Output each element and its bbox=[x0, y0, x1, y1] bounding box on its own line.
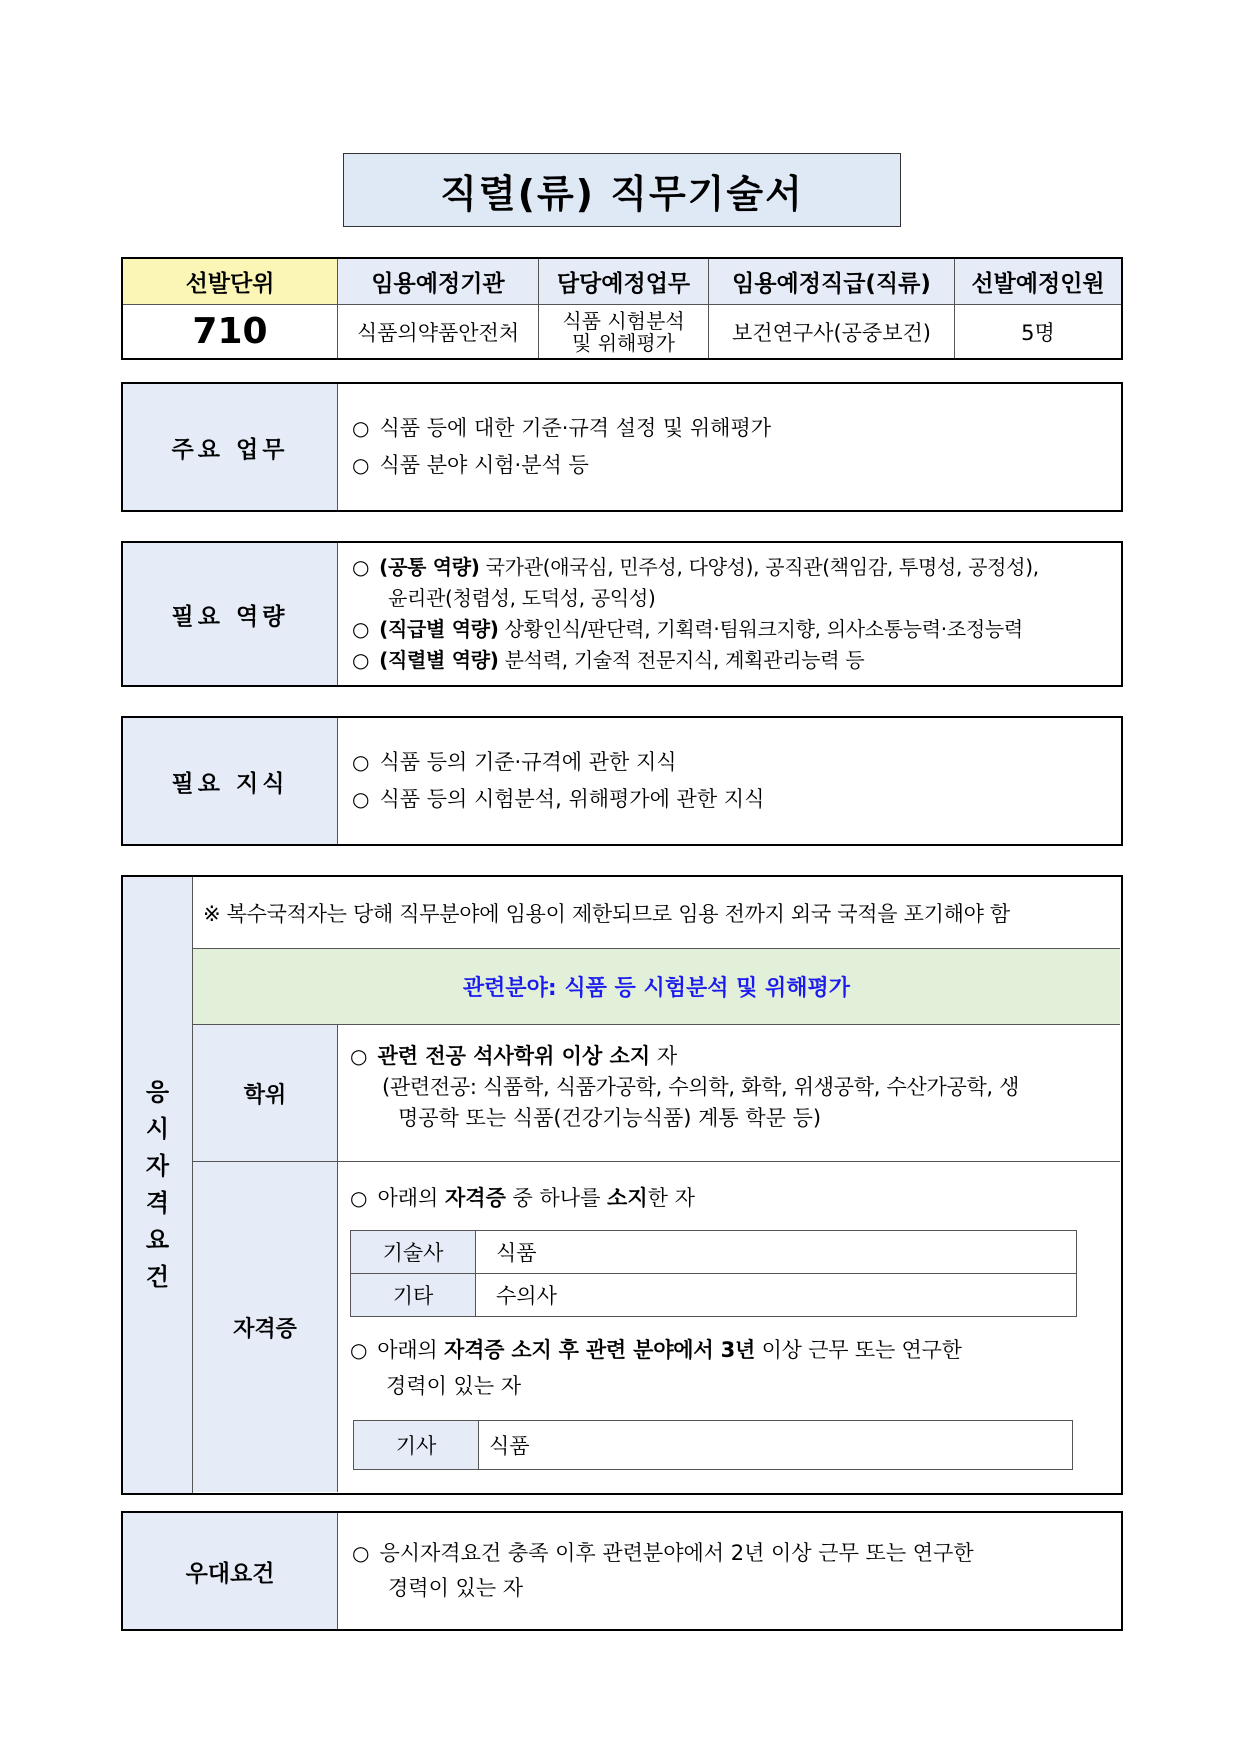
degree-label: 학위 bbox=[193, 1025, 338, 1162]
header-row bbox=[122, 258, 1122, 305]
degree-detail: 명공학 또는 식품(건강기능식품) 계통 학문 등) bbox=[398, 1106, 822, 1130]
competency-tag: (직렬별 역량) bbox=[379, 648, 499, 672]
list-item: ○ (직렬별 역량) 분석력, 기술적 전문지식, 계획관리능력 등 bbox=[352, 648, 865, 672]
section-body bbox=[338, 1513, 1121, 1629]
bullet-icon: ○ bbox=[350, 1186, 368, 1210]
duty-line: 및 위해평가 bbox=[572, 330, 675, 355]
header-col-agency: 임용예정기관 bbox=[338, 258, 539, 305]
agency-value: 식품의약품안전처 bbox=[338, 305, 539, 360]
bullet-icon: ○ bbox=[350, 1338, 368, 1362]
list-item: ○ 관련 전공 석사학위 이상 소지 자 bbox=[350, 1044, 678, 1068]
list-item: ○ 아래의 자격증 소지 후 관련 분야에서 3년 이상 근무 또는 연구한 bbox=[350, 1338, 962, 1362]
cert-name: 식품 bbox=[476, 1231, 1077, 1274]
section-label: 우대요건 bbox=[123, 1513, 338, 1629]
cert-type: 기술사 bbox=[351, 1231, 476, 1274]
qualification-section bbox=[121, 875, 1123, 1495]
list-item: ○ 식품 분야 시험·분석 등 bbox=[352, 453, 589, 477]
bullet-icon: ○ bbox=[352, 416, 370, 440]
bullet-icon: ○ bbox=[352, 617, 370, 641]
dual-nationality-notice: ※ 복수국적자는 당해 직무분야에 임용이 제한되므로 임용 전까지 외국 국적을 포기해야 함 bbox=[193, 877, 1120, 949]
header-table bbox=[121, 257, 1123, 360]
list-item-continuation: 경력이 있는 자 bbox=[386, 1374, 522, 1398]
list-item-continuation: 경력이 있는 자 bbox=[388, 1576, 524, 1600]
bullet-icon: ○ bbox=[352, 750, 370, 774]
list-item: ○ 식품 등의 기준·규격에 관한 지식 bbox=[352, 750, 677, 774]
table-row bbox=[351, 1231, 1077, 1274]
degree-detail: (관련전공: 식품학, 식품가공학, 수의학, 화학, 위생공학, 수산가공학, 생 bbox=[382, 1075, 1020, 1099]
section-body bbox=[338, 718, 1121, 844]
competency-tag: (공통 역량) bbox=[379, 555, 480, 579]
table-row bbox=[351, 1274, 1077, 1317]
section-label: 주요 업무 bbox=[123, 384, 338, 510]
list-item: ○ (공통 역량) 국가관(애국심, 민주성, 다양성), 공직관(책임감, 투명성, 공정성), bbox=[352, 555, 1039, 579]
section-label: 필요 지식 bbox=[123, 718, 338, 844]
grade-value: 보건연구사(공중보건) bbox=[709, 305, 955, 360]
page-title: 직렬(류) 직무기술서 bbox=[343, 153, 901, 227]
bullet-icon: ○ bbox=[352, 453, 370, 477]
bullet-icon: ○ bbox=[352, 555, 370, 579]
cert-type: 기타 bbox=[351, 1274, 476, 1317]
table-row bbox=[354, 1421, 1073, 1470]
knowledge-section bbox=[121, 716, 1123, 846]
value-row bbox=[122, 305, 1122, 360]
section-body bbox=[338, 384, 1121, 510]
list-item-continuation: 윤리관(청렴성, 도덕성, 공익성) bbox=[388, 586, 656, 610]
header-col-count: 선발예정인원 bbox=[955, 258, 1123, 305]
section-body bbox=[338, 543, 1121, 685]
bullet-icon: ○ bbox=[352, 1541, 370, 1565]
header-col-unit: 선발단위 bbox=[122, 258, 338, 305]
unit-value: 710 bbox=[122, 305, 338, 360]
bullet-icon: ○ bbox=[352, 648, 370, 672]
qualification-side-label: 응 시 자 격 요 건 bbox=[123, 877, 193, 1493]
certificate-label: 자격증 bbox=[193, 1162, 338, 1492]
count-value: 5명 bbox=[955, 305, 1123, 360]
list-item: ○ 응시자격요건 충족 이후 관련분야에서 2년 이상 근무 또는 연구한 bbox=[352, 1541, 974, 1565]
cert-type: 기사 bbox=[354, 1421, 479, 1470]
cert-name: 식품 bbox=[479, 1421, 1073, 1470]
preferred-section bbox=[121, 1511, 1123, 1631]
degree-body bbox=[338, 1025, 1120, 1162]
related-field-banner: 관련분야: 식품 등 시험분석 및 위해평가 bbox=[193, 949, 1120, 1025]
header-col-duty: 담당예정업무 bbox=[539, 258, 709, 305]
header-col-grade: 임용예정직급(직류) bbox=[709, 258, 955, 305]
cert-name: 수의사 bbox=[476, 1274, 1077, 1317]
bullet-icon: ○ bbox=[352, 787, 370, 811]
main-duties-section bbox=[121, 382, 1123, 512]
list-item: ○ 식품 등에 대한 기준·규격 설정 및 위해평가 bbox=[352, 416, 772, 440]
list-item: ○ 아래의 자격증 중 하나를 소지한 자 bbox=[350, 1186, 695, 1210]
certificate-table bbox=[350, 1230, 1077, 1317]
competency-tag: (직급별 역량) bbox=[379, 617, 499, 641]
bullet-icon: ○ bbox=[350, 1044, 368, 1068]
list-item: ○ 식품 등의 시험분석, 위해평가에 관한 지식 bbox=[352, 787, 765, 811]
duty-line: 식품 시험분석 bbox=[562, 308, 685, 333]
certificate-body bbox=[338, 1162, 1120, 1492]
section-label: 필요 역량 bbox=[123, 543, 338, 685]
list-item: ○ (직급별 역량) 상황인식/판단력, 기획력·팀워크지향, 의사소통능력·조정능력 bbox=[352, 617, 1023, 641]
duty-value bbox=[539, 305, 709, 360]
certificate-table bbox=[353, 1420, 1073, 1470]
competency-section bbox=[121, 541, 1123, 687]
